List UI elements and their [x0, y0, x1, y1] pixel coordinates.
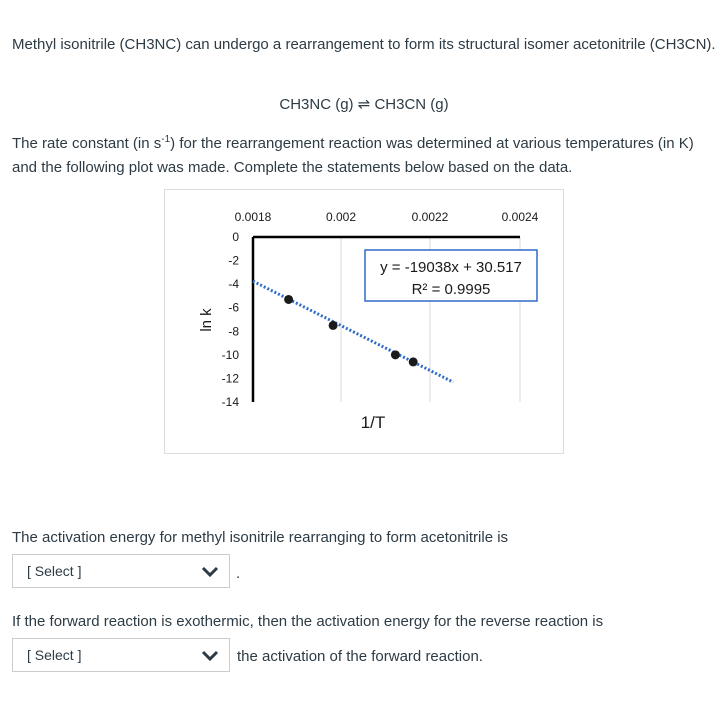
- y-tick-label: -10: [221, 347, 239, 362]
- y-tick-label: -4: [228, 277, 239, 292]
- data-point: [409, 357, 418, 366]
- y-tick-label: -2: [228, 253, 239, 268]
- data-point: [329, 321, 338, 330]
- reaction-equation: CH3NC (g) ⇌ CH3CN (g): [279, 96, 449, 113]
- x-tick-labels: [235, 210, 539, 224]
- x-axis-title: 1/T: [360, 413, 386, 432]
- sentence-period: .: [236, 565, 241, 582]
- question2-tail: the activation of the forward reaction.: [237, 648, 483, 665]
- select-value: [ Select ]: [27, 647, 82, 663]
- r-squared-label: R² = 0.9995: [411, 281, 491, 298]
- trendline-equation: y = -19038x + 30.517: [380, 259, 522, 276]
- y-tick-label: -14: [221, 395, 239, 409]
- x-tick-label: 0.0024: [501, 210, 539, 224]
- y-axis-title: ln k: [198, 308, 215, 332]
- chevron-down-icon: [201, 649, 219, 663]
- data-point: [391, 350, 400, 359]
- x-tick-label: 0.0022: [411, 210, 449, 224]
- reverse-activation-select[interactable]: [12, 638, 230, 672]
- data-point: [284, 295, 293, 304]
- y-tick-label: -6: [228, 300, 239, 315]
- y-tick-label: -12: [221, 371, 239, 386]
- chevron-down-icon: [201, 565, 219, 579]
- question2-text: If the forward reaction is exothermic, then the activation energy for the reverse reaction is: [12, 613, 604, 630]
- select-value: [ Select ]: [27, 563, 82, 579]
- chart-plot: [165, 190, 563, 453]
- y-tick-label: 0: [232, 230, 239, 244]
- x-tick-label: 0.0018: [234, 210, 272, 224]
- y-tick-label: -8: [228, 324, 239, 339]
- y-tick-labels: [222, 230, 240, 409]
- x-tick-label: 0.002: [325, 210, 357, 224]
- activation-energy-select[interactable]: [12, 554, 230, 588]
- intro-paragraph: Methyl isonitrile (CH3NC) can undergo a rearrangement to form its structural isomer acetonitrile (CH3CN).: [12, 36, 716, 53]
- chart-image: [164, 189, 564, 454]
- description-end: ) for the rearrangement reaction was determined at various temperatures (in K) and the following plot was made. Complete the statements below based on the data.: [12, 135, 694, 176]
- description-paragraph: [12, 128, 718, 180]
- description-start: The rate constant (in s: [12, 135, 162, 152]
- unit-exponent: -1: [161, 134, 171, 145]
- question1-text: The activation energy for methyl isonitrile rearranging to form acetonitrile is: [12, 529, 509, 546]
